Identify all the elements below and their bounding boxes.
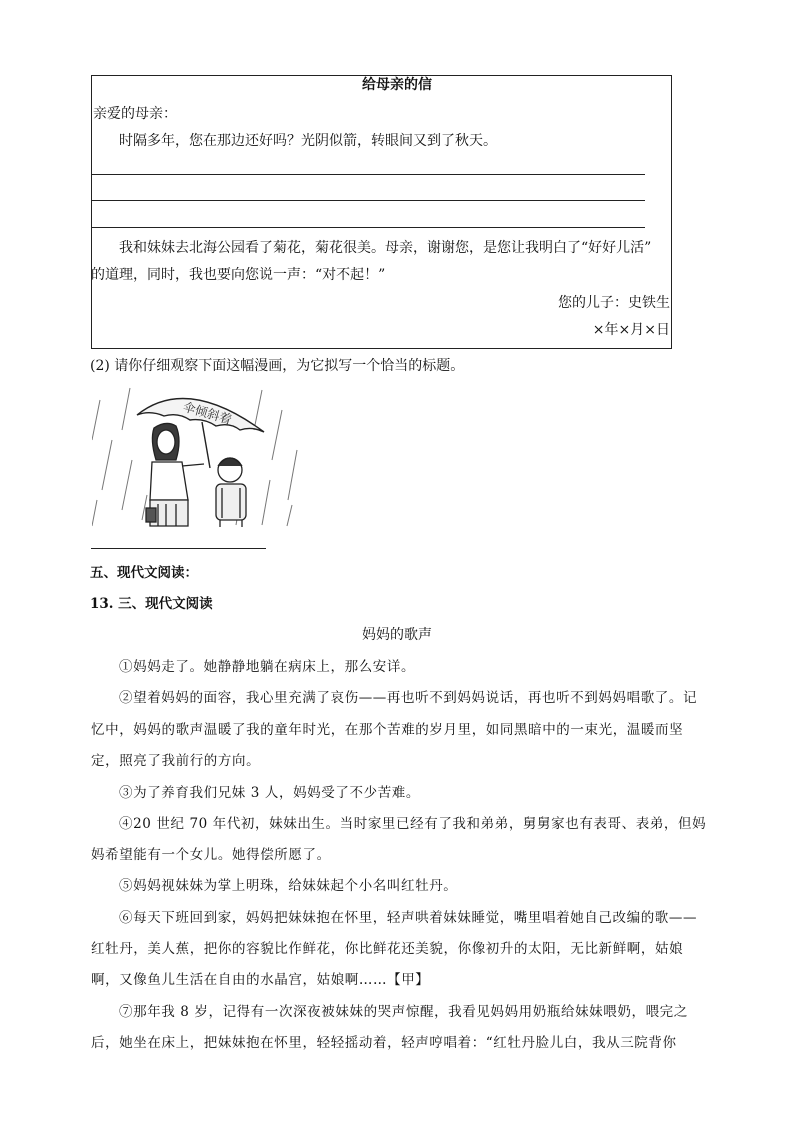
letter-line1: 时隔多年，您在那边还好吗？光阴似箭，转眼间又到了秋天。 (119, 133, 497, 149)
article-line: ⑦那年我 8 岁，记得有一次深夜被妹妹的哭声惊醒，我看见妈妈用奶瓶给妹妹喂奶，喂完之 (119, 1004, 688, 1020)
article-line: 啊，又像鱼儿生活在自由的水晶宫，姑娘啊……【甲】 (91, 972, 430, 988)
article-line: ①妈妈走了。她静静地躺在病床上，那么安详。 (119, 659, 416, 675)
article-line: ④20 世纪 70 年代初，妹妹出生。当时家里已经有了我和弟弟，舅舅家也有表哥、表弟，但妈 (119, 816, 707, 832)
umbrella-caption: 伞倾斜着 (181, 398, 234, 428)
answer-line-3 (91, 227, 645, 228)
question-2-prompt: (2) 请你仔细观察下面这幅漫画，为它拟写一个恰当的标题。 (90, 358, 465, 374)
letter-salutation: 亲爱的母亲： (93, 106, 177, 122)
letter-para2-line1: 我和妹妹去北海公园看了菊花，菊花很美。母亲，谢谢您，是您让我明白了“好好儿活” (119, 240, 652, 256)
answer-line-1 (91, 174, 645, 175)
article-line: ⑤妈妈视妹妹为掌上明珠，给妹妹起个小名叫红牡丹。 (119, 878, 458, 894)
child (216, 458, 246, 527)
article-line: 后，她坐在床上，把妹妹抱在怀里，轻轻摇动着，轻声哼唱着：“红牡丹脸儿白，我从三院背你 (91, 1035, 677, 1051)
article-line: 定，照亮了我前行的方向。 (91, 753, 261, 769)
letter-para2-line2: 的道理，同时，我也要向您说一声：“对不起！” (91, 267, 386, 283)
letter-signature: 您的儿子：史铁生 (558, 295, 670, 311)
letter-date: ×年×月×日 (592, 322, 670, 338)
article-line: 妈希望能有一个女儿。她得偿所愿了。 (91, 847, 331, 863)
article-line: ②望着妈妈的面容，我心里充满了哀伤——再也听不到妈妈说话，再也听不到妈妈唱歌了。记 (119, 690, 698, 706)
article-title: 妈妈的歌声 (362, 627, 432, 643)
section-5-heading: 五、现代文阅读： (90, 565, 198, 581)
letter-title: 给母亲的信 (362, 77, 432, 93)
question-13-heading: 13. 三、现代文阅读 (90, 596, 213, 612)
article-line: 红牡丹，美人蕉，把你的容貌比作鲜花，你比鲜花还美貌，你像初升的太阳，无比新鲜啊，姑娘 (91, 941, 684, 957)
article-line: 忆中，妈妈的歌声温暖了我的童年时光，在那个苦难的岁月里，如同黑暗中的一束光，温暖而坚 (91, 722, 684, 738)
woman (146, 423, 204, 526)
answer-line-2 (91, 200, 645, 201)
article-line: ⑥每天下班回到家，妈妈把妹妹抱在怀里，轻声哄着妹妹睡觉，嘴里唱着她自己改编的歌—— (119, 910, 698, 926)
title-answer-line (91, 548, 266, 549)
article-line: ③为了养育我们兄妹 3 人，妈妈受了不少苦难。 (119, 785, 420, 801)
